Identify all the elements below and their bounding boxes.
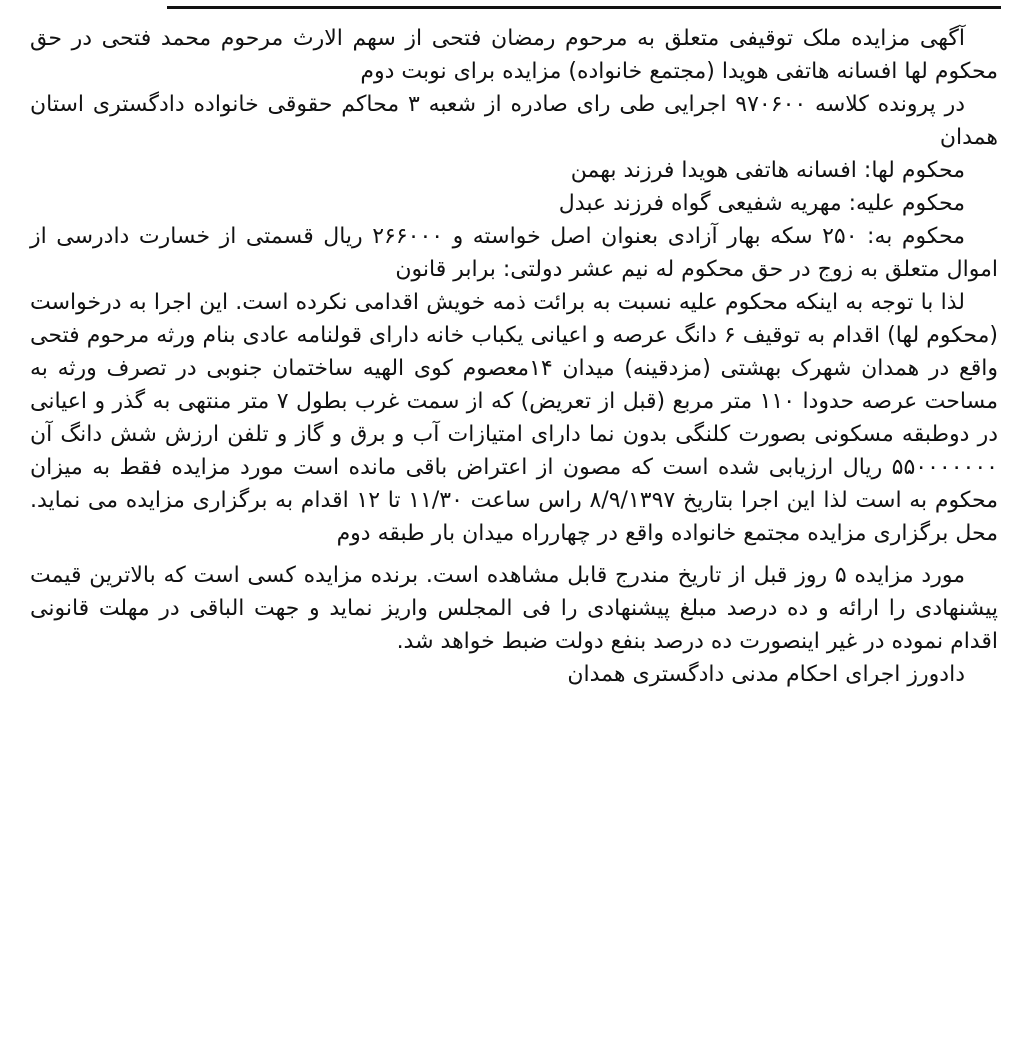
body-paragraph: لذا با توجه به اینکه محکوم علیه نسبت به برائت ذمه خویش اقدامی نکرده است. این اجرا به درخواست (محکوم لها) اقدام به توقیف ۶ دانگ عرصه و اعیانی یکباب خانه دارای قولنامه عادی بنام ورثه مرحوم فتحی واقع در همدان شهرک بهشتی (مزدقینه) میدان ۱۴معصوم کوی الهیه ساختمان جنوبی در تصرف ورثه به مساحت عرصه حدودا ۱۱۰ متر مربع (قبل از تعریض) که از سمت غرب بطول ۷ متر منتهی به گذر و اعیانی در دوطبقه مسکونی بصورت کلنگی بدون نما دارای امتیازات آب و برق و گاز و تلفن ارزش شش دانگ آن ۵۵۰۰۰۰۰۰۰ ریال ارزیابی شده است که مصون از اعتراض باقی مانده است مورد مزایده فقط به میزان محکوم به است لذا این اجرا بتاریخ ۸/۹/۱۳۹۷ راس ساعت ۱۱/۳۰ تا ۱۲ اقدام به برگزاری مزایده می نماید. محل برگزاری مزایده مجتمع خانواده واقع در چهارراه میدان بار طبقه دوم [30,290,999,546]
signature-line: دادورز اجرای احکام مدنی دادگستری همدان [567,662,965,687]
creditor-line: محکوم لها: افسانه هاتفی هویدا فرزند بهمن [570,158,965,183]
judgment-paragraph: محکوم به: ۲۵۰ سکه بهار آزادی بعنوان اصل خواسته و ۲۶۶۰۰۰ ریال قسمتی از خسارت دادرسی از اموال متعلق به زوج در حق محکوم له نیم عشر دولتی: برابر قانون [30,224,998,282]
conditions-paragraph: مورد مزایده ۵ روز قبل از تاریخ مندرج قابل مشاهده است. برنده مزایده کسی است که بالاترین قیمت پیشنهادی را ارائه و ده درصد مبلغ پیشنهادی را فی المجلس واریز نماید و جهت الباقی در مهلت قانونی اقدام نموده در غیر اینصورت ده درصد بنفع دولت ضبط خواهد شد. [30,563,998,654]
debtor-line: محکوم علیه: مهریه شفیعی گواه فرزند عبدل [558,191,965,216]
notice-title-paragraph: آگهی مزایده ملک توقیفی متعلق به مرحوم رمضان فتحی از سهم الارث مرحوم محمد فتحی در حق محکوم لها افسانه هاتفی هویدا (مجتمع خانواده) مزایده برای نوبت دوم [30,26,998,84]
auction-notice [30,22,998,691]
case-paragraph: در پرونده کلاسه ۹۷۰۶۰۰ اجرایی طی رای صادره از شعبه ۳ محاکم حقوقی خانواده دادگستری استان همدان [30,92,998,150]
top-rule [167,6,1001,9]
